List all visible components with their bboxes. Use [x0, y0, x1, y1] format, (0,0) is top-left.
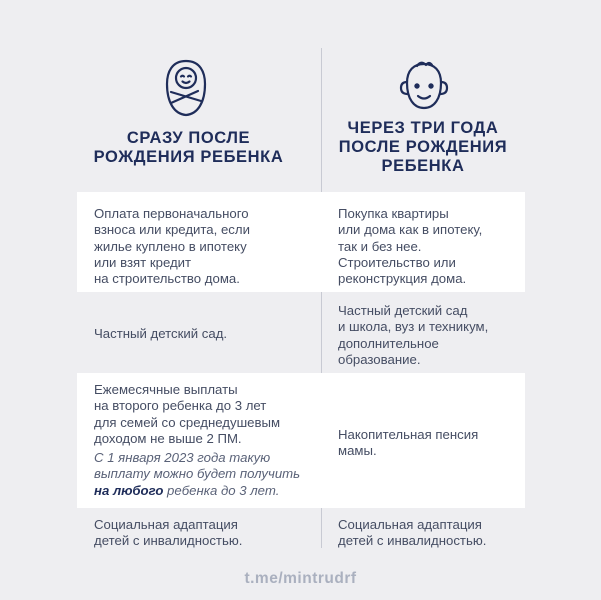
row-1-right-cell: Покупка квартиры или дома как в ипотеку, так и без нее. Строительство или реконструкция дома.	[338, 206, 483, 287]
child-face-icon	[395, 58, 453, 116]
row-1-left-cell: Оплата первоначального взноса или кредита, если жилье куплено в ипотеку или взят кредит на строительство дома.	[94, 206, 250, 287]
swaddled-baby-icon	[162, 58, 210, 118]
row-4-right-cell: Социальная адаптация детей с инвалидностью.	[338, 517, 487, 549]
row-3-right-cell: Накопительная пенсия мамы.	[338, 427, 479, 459]
note-text-end: ребенка до 3 лет.	[163, 482, 280, 498]
row-3-left-note	[94, 450, 319, 499]
row-2-right-cell: Частный детский сад и школа, вуз и техникум, дополнительное образование.	[338, 303, 489, 367]
note-text-start: С 1 января 2023 года такую выплату можно будет получить	[94, 450, 301, 482]
row-2-left-cell: Частный детский сад.	[94, 326, 228, 341]
row-3-left-cell: Ежемесячные выплаты на второго ребенка до 3 лет для семей со среднедушевым доходом не выше 2 ПМ.	[94, 382, 281, 446]
row-4-left-cell: Социальная адаптация детей с инвалидностью.	[94, 517, 243, 549]
left-column-heading: СРАЗУ ПОСЛЕ РОЖДЕНИЯ РЕБЕНКА	[93, 129, 284, 166]
right-column-heading: ЧЕРЕЗ ТРИ ГОДА ПОСЛЕ РОЖДЕНИЯ РЕБЕНКА	[338, 119, 508, 175]
telegram-link[interactable]: t.me/mintrudrf	[244, 570, 357, 587]
note-bold-text: на любого	[94, 482, 164, 498]
